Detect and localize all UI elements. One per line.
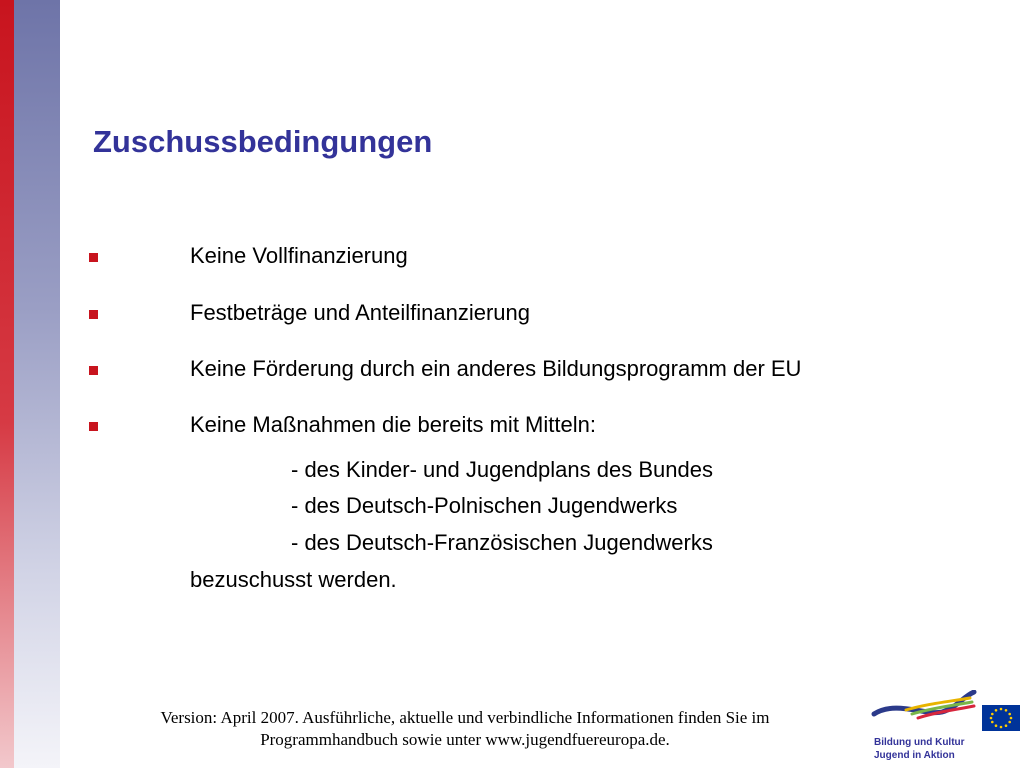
bullet-square-icon	[89, 310, 98, 319]
bullet-square-icon	[89, 253, 98, 262]
footer-note	[90, 707, 840, 751]
logo-caption-line: Bildung und Kultur	[874, 737, 965, 748]
logo-caption-line: Jugend in Aktion	[874, 750, 955, 761]
footer-line: Version: April 2007. Ausführliche, aktuelle und verbindliche Informationen finden Sie im	[160, 708, 770, 727]
bullet-text: Festbeträge und Anteilfinanzierung	[190, 300, 531, 325]
logo-caption	[874, 736, 965, 762]
sublist-item: - des Deutsch-Polnischen Jugendwerks	[291, 493, 678, 518]
bullet-item	[0, 300, 1000, 330]
bullet-text: Keine Maßnahmen die bereits mit Mitteln:	[190, 412, 596, 437]
bullet-item	[0, 412, 1000, 442]
eu-flag-icon	[982, 705, 1020, 731]
bullet-square-icon	[89, 366, 98, 375]
bullet-item	[0, 356, 1000, 386]
closing-text: bezuschusst werden.	[190, 567, 397, 592]
sublist-item: - des Deutsch-Französischen Jugendwerks	[291, 530, 713, 555]
bullet-text: Keine Förderung durch ein anderes Bildungsprogramm der EU	[190, 356, 802, 381]
bullet-item	[0, 243, 1000, 273]
logo-swoosh-icon	[874, 692, 974, 718]
footer-line: Programmhandbuch sowie unter www.jugendfuereuropa.de.	[260, 730, 670, 749]
bullet-square-icon	[89, 422, 98, 431]
slide-title: Zuschussbedingungen	[93, 124, 433, 159]
bullet-text: Keine Vollfinanzierung	[190, 243, 408, 268]
sublist-item: - des Kinder- und Jugendplans des Bundes	[291, 457, 713, 482]
